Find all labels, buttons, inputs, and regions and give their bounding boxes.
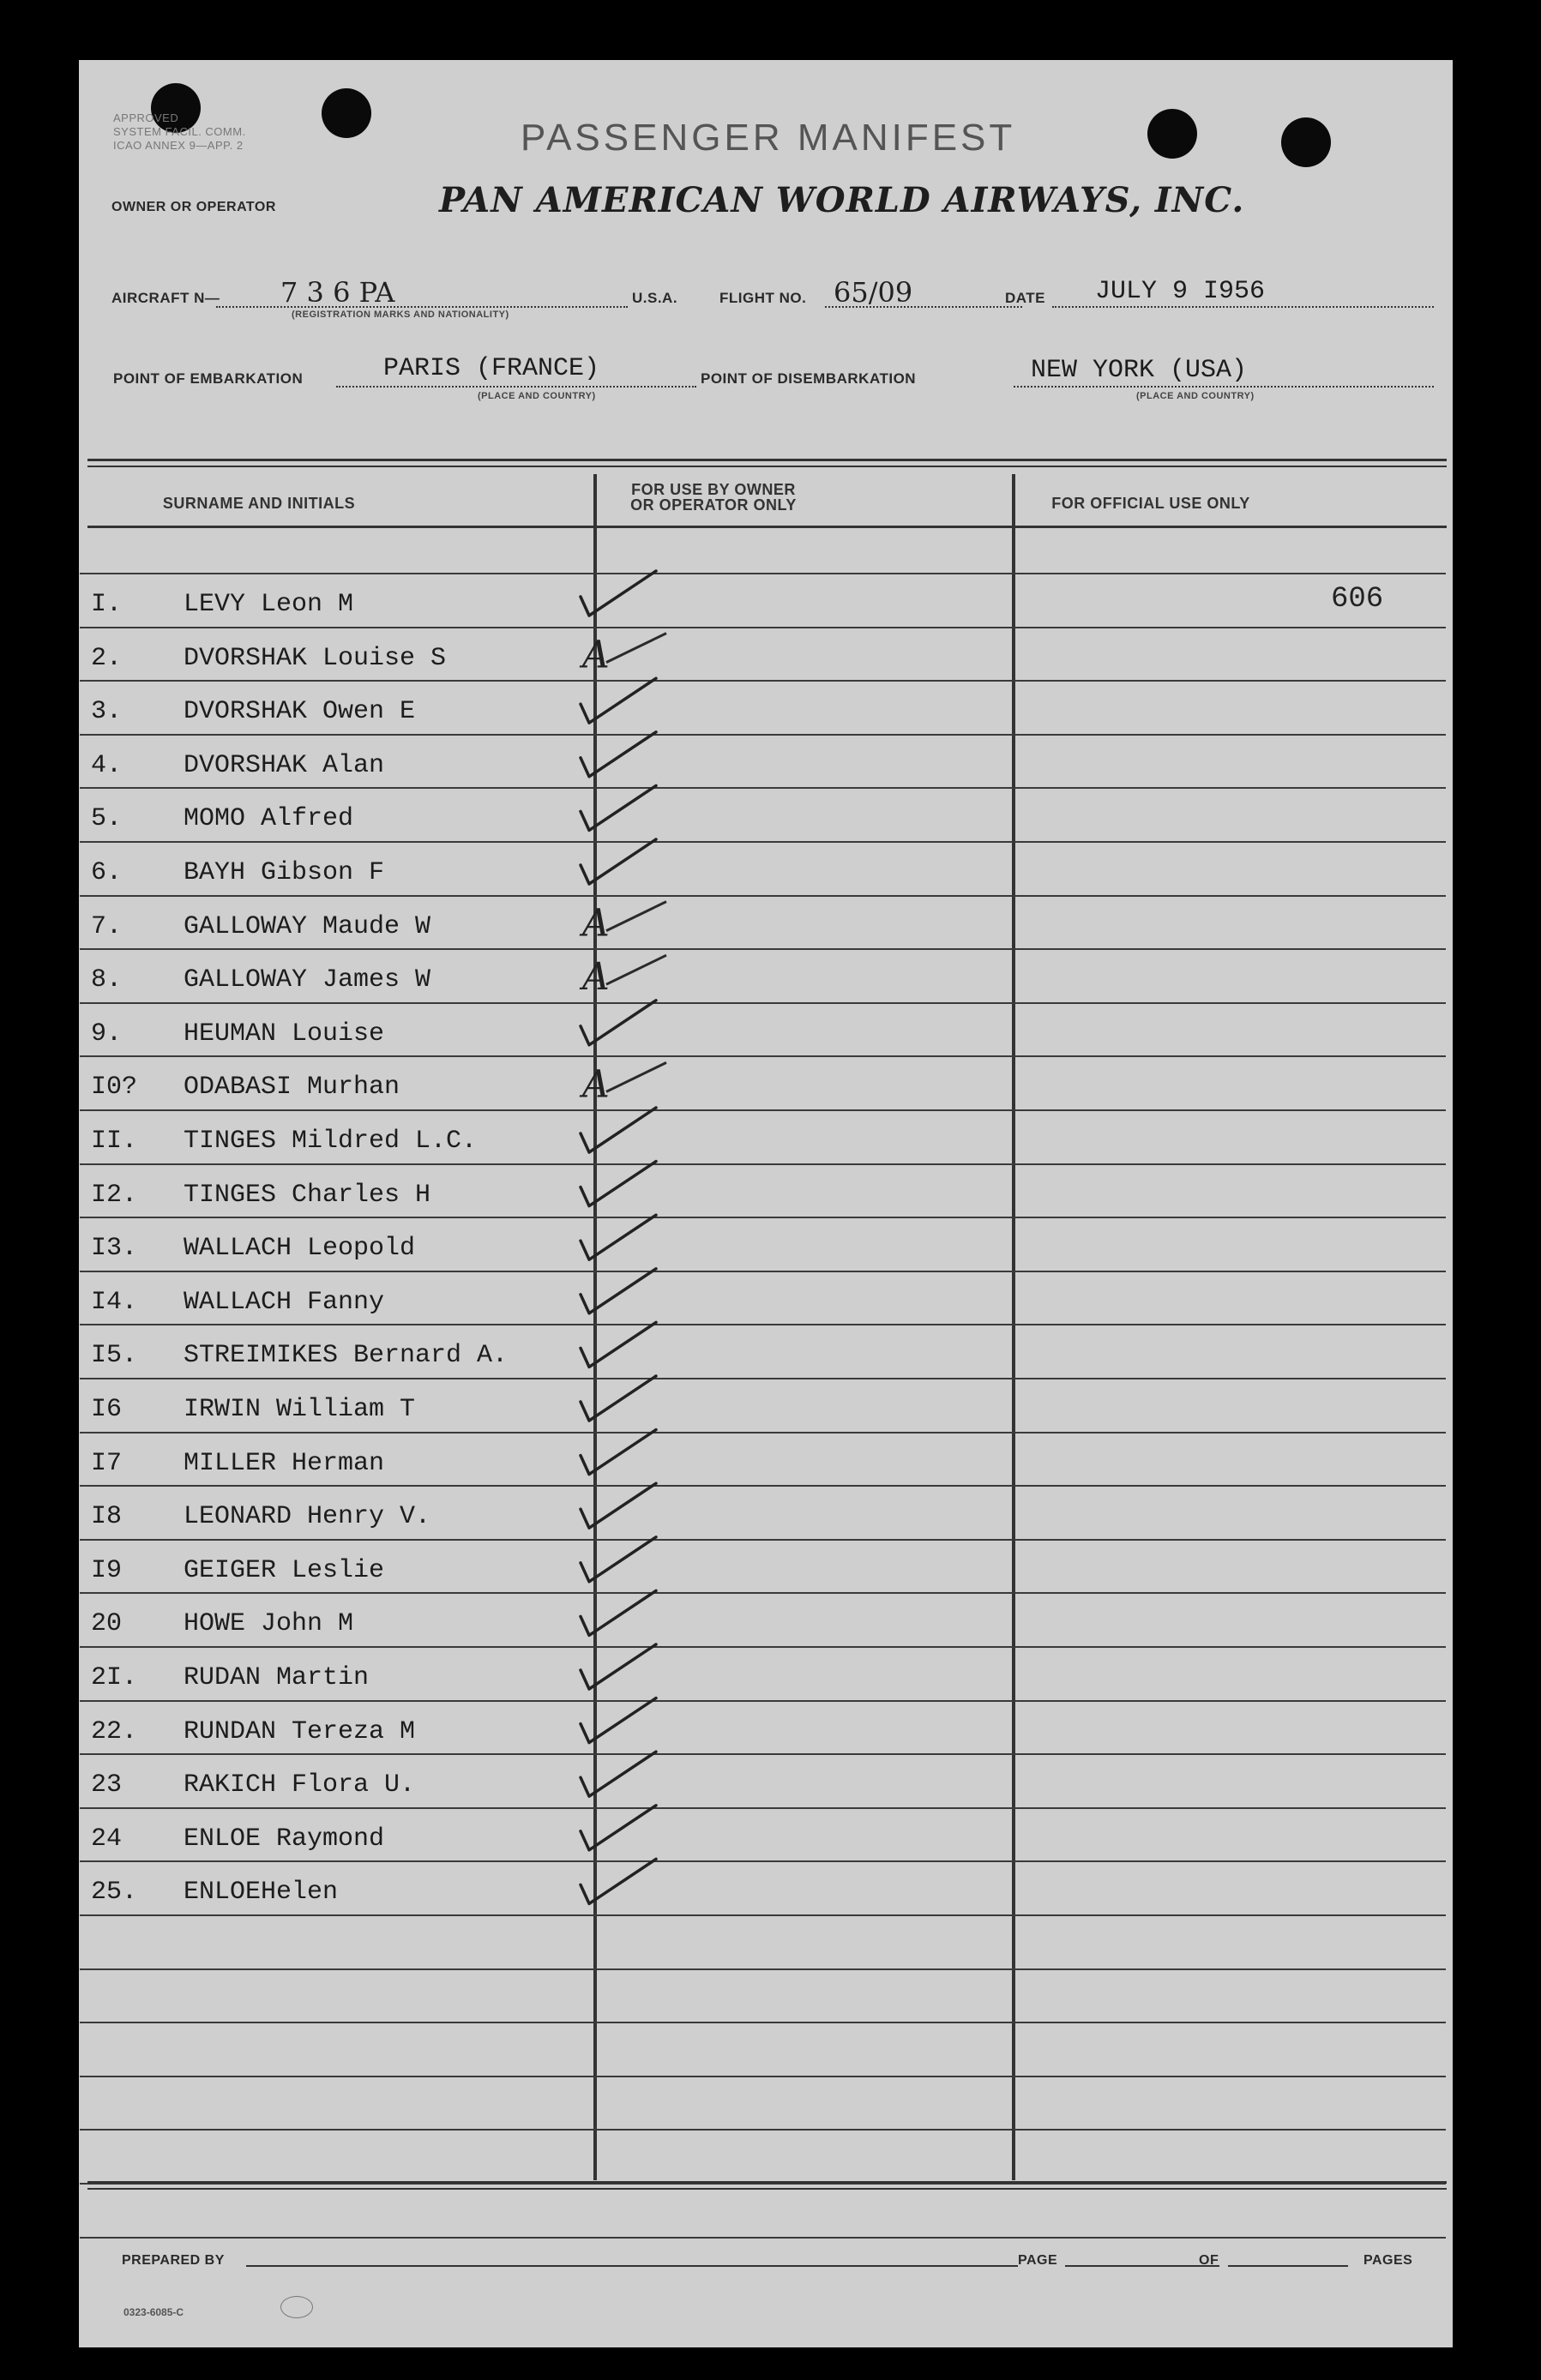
owner-checkmark xyxy=(581,1806,656,1850)
passenger-number: 22. xyxy=(91,1717,138,1746)
passenger-number: I7 xyxy=(91,1449,123,1478)
owner-checkmark xyxy=(581,1269,656,1313)
passenger-name: GALLOWAY James W xyxy=(184,965,431,995)
passenger-name: TINGES Mildred L.C. xyxy=(184,1127,478,1156)
official-note: 606 xyxy=(1331,583,1384,616)
passenger-number: 20 xyxy=(91,1609,123,1638)
passenger-name: TINGES Charles H xyxy=(184,1181,431,1210)
passenger-name: STREIMIKES Bernard A. xyxy=(184,1341,509,1370)
owner-check-stroke xyxy=(606,634,666,663)
owner-checkmark xyxy=(581,1108,656,1152)
of-label: OF xyxy=(1199,2253,1219,2268)
passenger-number: 6. xyxy=(91,858,123,887)
owner-mark-a: A xyxy=(582,901,610,946)
owner-check-stroke xyxy=(606,902,666,931)
owner-checkmark xyxy=(581,785,656,830)
pages-label: PAGES xyxy=(1363,2253,1413,2268)
owner-checkmark xyxy=(581,678,656,723)
owner-checkmark xyxy=(581,1590,656,1635)
passenger-name: WALLACH Fanny xyxy=(184,1288,385,1317)
disembarkation-label: POINT OF DISEMBARKATION xyxy=(701,370,917,387)
owner-checkmark xyxy=(581,571,656,616)
passenger-name: DVORSHAK Owen E xyxy=(184,697,416,726)
owner-checkmark xyxy=(581,1001,656,1045)
approval-line: APPROVED xyxy=(113,111,179,124)
aircraft-label: AIRCRAFT N— xyxy=(111,290,220,306)
owner-check-stroke xyxy=(606,1062,666,1091)
country-label: U.S.A. xyxy=(632,290,678,306)
passenger-name: RUDAN Martin xyxy=(184,1663,370,1692)
embarkation-value: PARIS (FRANCE) xyxy=(383,354,600,383)
disembarkation-sub: (PLACE AND COUNTRY) xyxy=(1136,391,1255,401)
passenger-number: 23 xyxy=(91,1770,123,1800)
owner-checkmark xyxy=(581,1859,656,1903)
passenger-name: GALLOWAY Maude W xyxy=(184,912,431,941)
owner-checkmark xyxy=(581,1430,656,1475)
passenger-name: DVORSHAK Louise S xyxy=(184,644,447,673)
owner-label: OWNER OR OPERATOR xyxy=(111,200,276,214)
passenger-number: 3. xyxy=(91,697,123,726)
passenger-name: DVORSHAK Alan xyxy=(184,751,385,780)
owner-checkmark xyxy=(581,1215,656,1259)
column-surname: SURNAME AND INITIALS xyxy=(162,495,356,512)
passenger-name: HOWE John M xyxy=(184,1609,354,1638)
owner-checkmark xyxy=(581,1698,656,1743)
owner-checkmark xyxy=(581,1644,656,1689)
passenger-number: I4. xyxy=(91,1288,138,1317)
passenger-number: I5. xyxy=(91,1341,138,1370)
owner-checkmark xyxy=(581,1752,656,1796)
passenger-name: MOMO Alfred xyxy=(184,804,354,833)
owner-checkmark xyxy=(581,1322,656,1367)
passenger-number: 24 xyxy=(91,1824,123,1854)
passenger-name: MILLER Herman xyxy=(184,1449,385,1478)
passenger-name: BAYH Gibson F xyxy=(184,858,385,887)
approval-line: ICAO ANNEX 9—APP. 2 xyxy=(113,139,244,152)
passenger-number: 4. xyxy=(91,751,123,780)
approval-line: SYSTEM FACIL. COMM. xyxy=(113,125,246,138)
passenger-number: 2I. xyxy=(91,1663,138,1692)
passenger-number: I. xyxy=(91,590,123,619)
date-label: DATE xyxy=(1005,290,1046,306)
passenger-name: RUNDAN Tereza M xyxy=(184,1717,416,1746)
passenger-number: 9. xyxy=(91,1019,123,1049)
passenger-name: ENLOEHelen xyxy=(184,1878,339,1907)
union-label-mark xyxy=(280,2296,313,2318)
embarkation-sub: (PLACE AND COUNTRY) xyxy=(478,391,596,401)
owner-checkmark xyxy=(581,1376,656,1421)
passenger-name: HEUMAN Louise xyxy=(184,1019,385,1049)
date-value: JULY 9 I956 xyxy=(1095,277,1266,306)
passenger-number: I0? xyxy=(91,1073,138,1102)
flight-label: FLIGHT NO. xyxy=(719,290,807,306)
owner-checkmarks xyxy=(79,60,1453,2347)
passenger-number: II. xyxy=(91,1127,138,1156)
form-number: 0323-6085-C xyxy=(123,2306,184,2318)
page-label: PAGE xyxy=(1018,2253,1058,2268)
passenger-number: I9 xyxy=(91,1556,123,1585)
owner-checkmark xyxy=(581,1537,656,1582)
prepared-by-label: PREPARED BY xyxy=(122,2253,225,2268)
page-title: PASSENGER MANIFEST xyxy=(521,117,1016,159)
passenger-number: I8 xyxy=(91,1502,123,1531)
embarkation-label: POINT OF EMBARKATION xyxy=(113,370,304,387)
passenger-name: LEONARD Henry V. xyxy=(184,1502,431,1531)
column-owner-use-line: OR OPERATOR ONLY xyxy=(630,496,797,514)
column-official: FOR OFFICIAL USE ONLY xyxy=(1051,495,1250,512)
passenger-number: 7. xyxy=(91,912,123,941)
passenger-number: I3. xyxy=(91,1234,138,1263)
passenger-name: RAKICH Flora U. xyxy=(184,1770,416,1800)
passenger-number: I2. xyxy=(91,1181,138,1210)
aircraft-value: 7 3 6 PA xyxy=(280,276,395,309)
owner-checkmark xyxy=(581,839,656,884)
passenger-name: IRWIN William T xyxy=(184,1395,416,1424)
passenger-name: LEVY Leon M xyxy=(184,590,354,619)
passenger-name: ENLOE Raymond xyxy=(184,1824,385,1854)
owner-checkmark xyxy=(581,732,656,777)
flight-value: 65/09 xyxy=(834,276,913,309)
column-owner-use-line: FOR USE BY OWNER xyxy=(631,481,796,498)
passenger-name: WALLACH Leopold xyxy=(184,1234,416,1263)
passenger-number: 5. xyxy=(91,804,123,833)
disembarkation-value: NEW YORK (USA) xyxy=(1031,356,1248,385)
owner-mark-a: A xyxy=(582,955,610,1000)
owner-checkmark xyxy=(581,1483,656,1528)
owner-mark-a: A xyxy=(582,633,610,677)
passenger-name: ODABASI Murhan xyxy=(184,1073,400,1102)
owner-check-stroke xyxy=(606,955,666,984)
passenger-name: GEIGER Leslie xyxy=(184,1556,385,1585)
passenger-number: 8. xyxy=(91,965,123,995)
operator-name: PAN AMERICAN WORLD AIRWAYS, INC. xyxy=(439,180,1245,220)
aircraft-sub: (REGISTRATION MARKS AND NATIONALITY) xyxy=(292,310,509,320)
passenger-number: 2. xyxy=(91,644,123,673)
passenger-number: I6 xyxy=(91,1395,123,1424)
owner-checkmark xyxy=(581,1162,656,1206)
manifest-sheet xyxy=(79,60,1453,2347)
passenger-number: 25. xyxy=(91,1878,138,1907)
owner-mark-a: A xyxy=(582,1062,610,1107)
